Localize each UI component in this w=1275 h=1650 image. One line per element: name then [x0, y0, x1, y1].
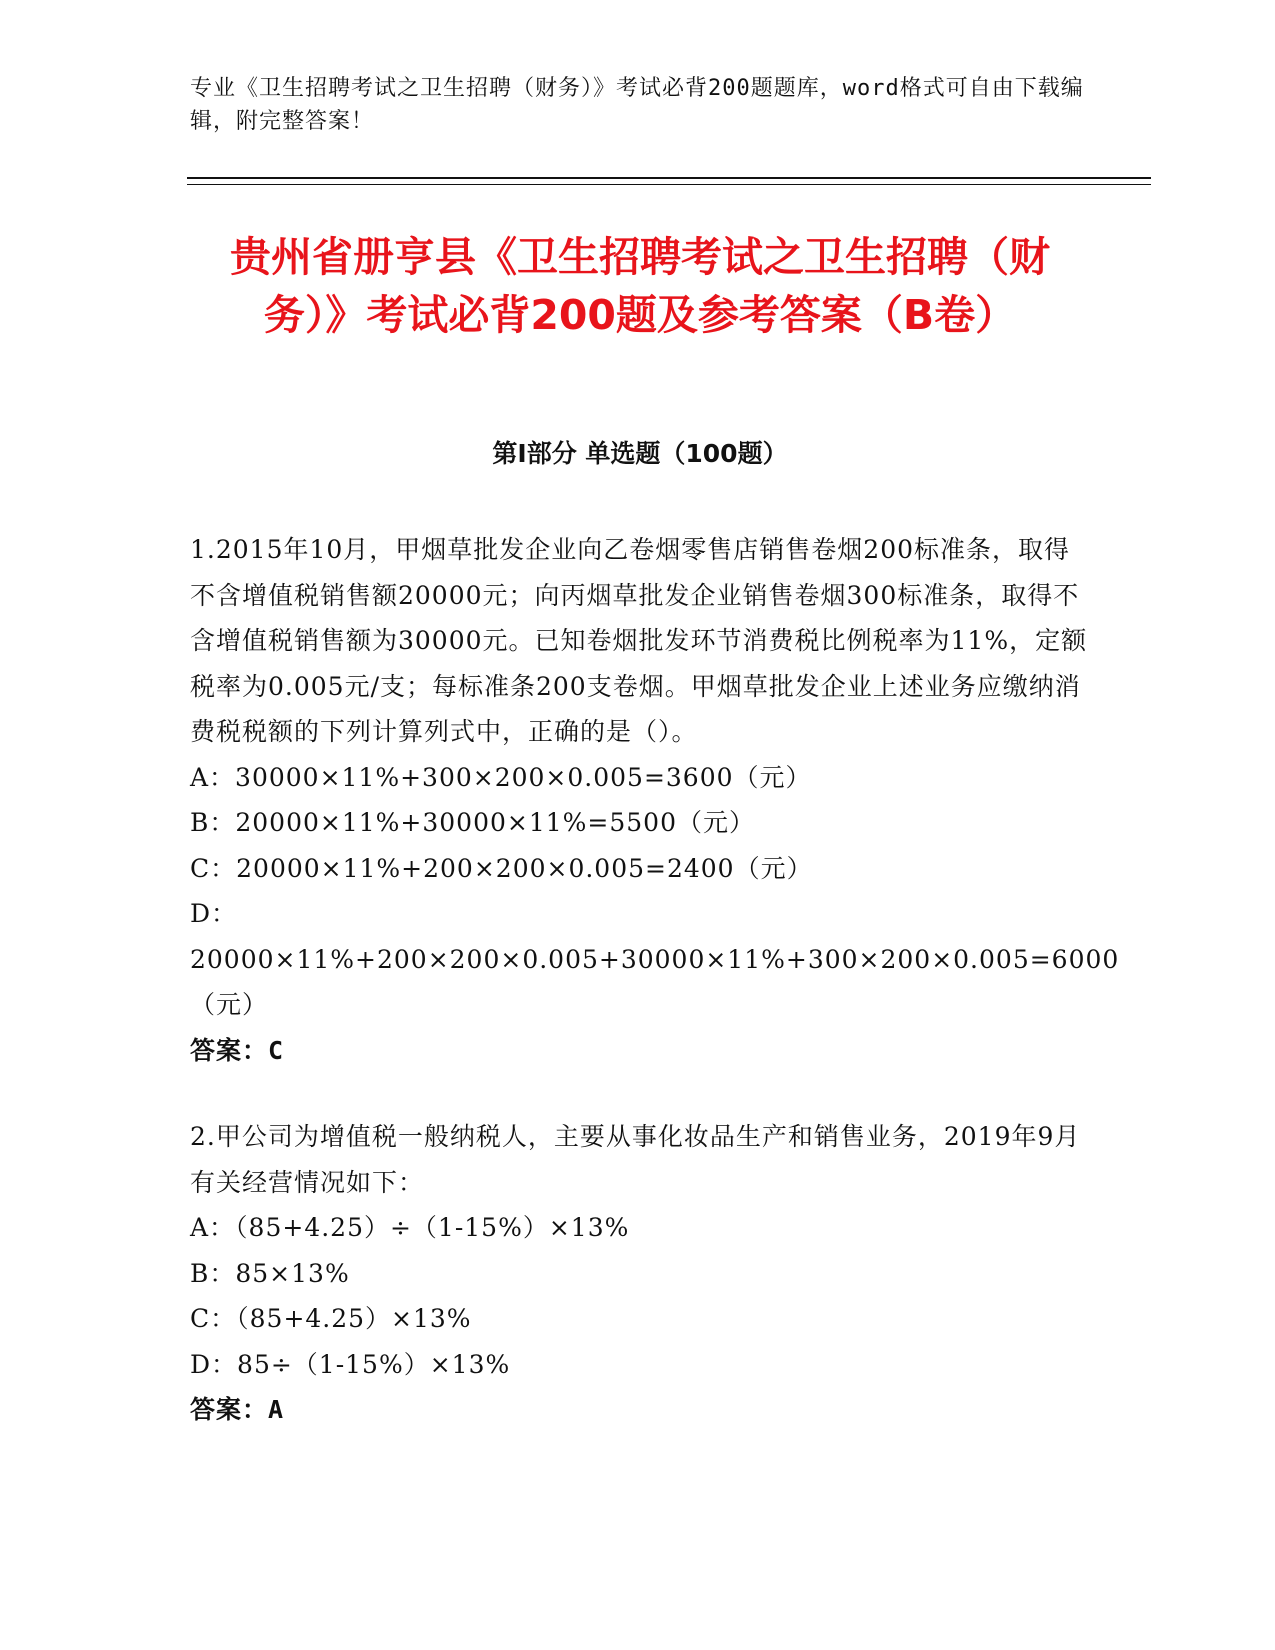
header-divider-thin — [187, 184, 1151, 185]
option-d: D：20000×11%+200×200×0.005+30000×11%+300×200×0.005=6000（元） — [190, 899, 1120, 1019]
option-d: D：85÷（1-15%）×13% — [190, 1349, 511, 1379]
answer: 答案：C — [190, 1035, 285, 1065]
document-title: 贵州省册亨县《卫生招聘考试之卫生招聘（财务）》考试必背200题及参考答案（B卷） — [230, 233, 1050, 339]
section-heading: 第I部分 单选题（100题） — [492, 439, 788, 468]
question-2 — [190, 1114, 1090, 1433]
question-1 — [190, 527, 1120, 1073]
option-a: A：（85+4.25）÷（1-15%）×13% — [190, 1213, 630, 1242]
option-c: C：（85+4.25）×13% — [190, 1304, 472, 1333]
answer: 答案：A — [190, 1395, 285, 1424]
header-note: 专业《卫生招聘考试之卫生招聘（财务）》考试必背200题题库，word格式可自由下载编辑，附完整答案！ — [190, 76, 1084, 134]
header-divider-thick — [187, 177, 1151, 179]
option-c: C：20000×11%+200×200×0.005=2400（元） — [190, 853, 813, 883]
option-b: B：85×13% — [190, 1258, 350, 1288]
option-b: B：20000×11%+30000×11%=5500（元） — [190, 808, 755, 837]
question-stem: 1.2015年10月，甲烟草批发企业向乙卷烟零售店销售卷烟200标准条，取得不含增值税销售额20000元；向丙烟草批发企业销售卷烟300标准条，取得不含增值税销售额为30000元。已知卷烟批发环节消费税比例税率为11%，定额税率为0.005元/支；每标准条200支卷烟。甲烟草批发企业上述业务应缴纳消费税税额的下列计算列式中，正确的是（）。 — [190, 535, 1088, 746]
option-a: A：30000×11%+300×200×0.005=3600（元） — [190, 762, 812, 792]
question-stem: 2.甲公司为增值税一般纳税人，主要从事化妆品生产和销售业务，2019年9月有关经营情况如下： — [190, 1122, 1081, 1197]
